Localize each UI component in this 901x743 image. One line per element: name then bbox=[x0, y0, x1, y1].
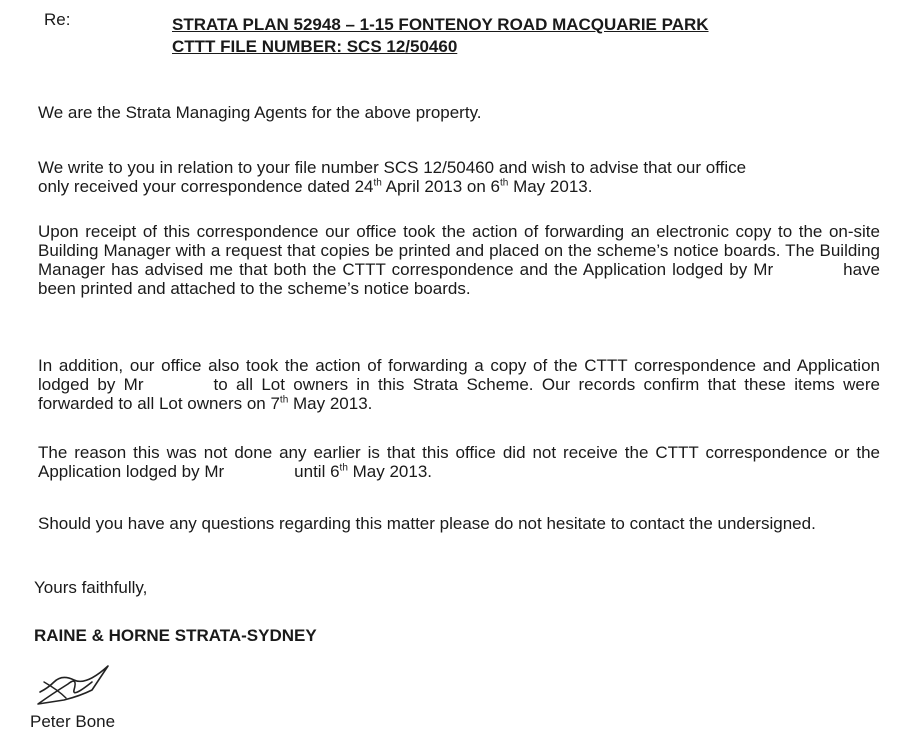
paragraph-4: In addition, our office also took the action of forwarding a copy of the CTTT correspondence and Application lodged by Mr to all Lot owners in this Strata Scheme. Our records confirm that these items were forwarded to all Lot owners on 7th May 2013. bbox=[38, 356, 880, 413]
subject-line-2: CTTT FILE NUMBER: SCS 12/50460 bbox=[172, 37, 458, 56]
subject-heading bbox=[172, 14, 709, 58]
subject-line-1: STRATA PLAN 52948 – 1-15 FONTENOY ROAD MACQUARIE PARK bbox=[172, 15, 709, 34]
paragraph-2-line-2: only received your correspondence dated 24th April 2013 on 6th May 2013. bbox=[38, 177, 593, 196]
re-label: Re: bbox=[44, 10, 71, 29]
closing: Yours faithfully, bbox=[34, 578, 148, 597]
paragraph-1: We are the Strata Managing Agents for the above property. bbox=[38, 103, 482, 122]
signature bbox=[34, 660, 114, 711]
paragraph-5: The reason this was not done any earlier is that this office did not receive the CTTT correspondence or the Application lodged by Mr until 6th May 2013. bbox=[38, 443, 880, 481]
paragraph-2 bbox=[38, 158, 880, 196]
paragraph-3: Upon receipt of this correspondence our office took the action of forwarding an electronic copy to the on-site Building Manager with a request that copies be printed and placed on the scheme’s notice boards. The Building Manager has advised me that both the CTTT correspondence and the Application lodged by Mr have been printed and attached to the scheme’s notice boards. bbox=[38, 222, 880, 298]
paragraph-2-line-1: We write to you in relation to your file number SCS 12/50460 and wish to advise that our office bbox=[38, 158, 747, 177]
signer-name: Peter Bone bbox=[30, 712, 116, 731]
company-name: RAINE & HORNE STRATA-SYDNEY bbox=[34, 626, 317, 645]
paragraph-6: Should you have any questions regarding this matter please do not hesitate to contact the undersigned. bbox=[38, 514, 816, 533]
